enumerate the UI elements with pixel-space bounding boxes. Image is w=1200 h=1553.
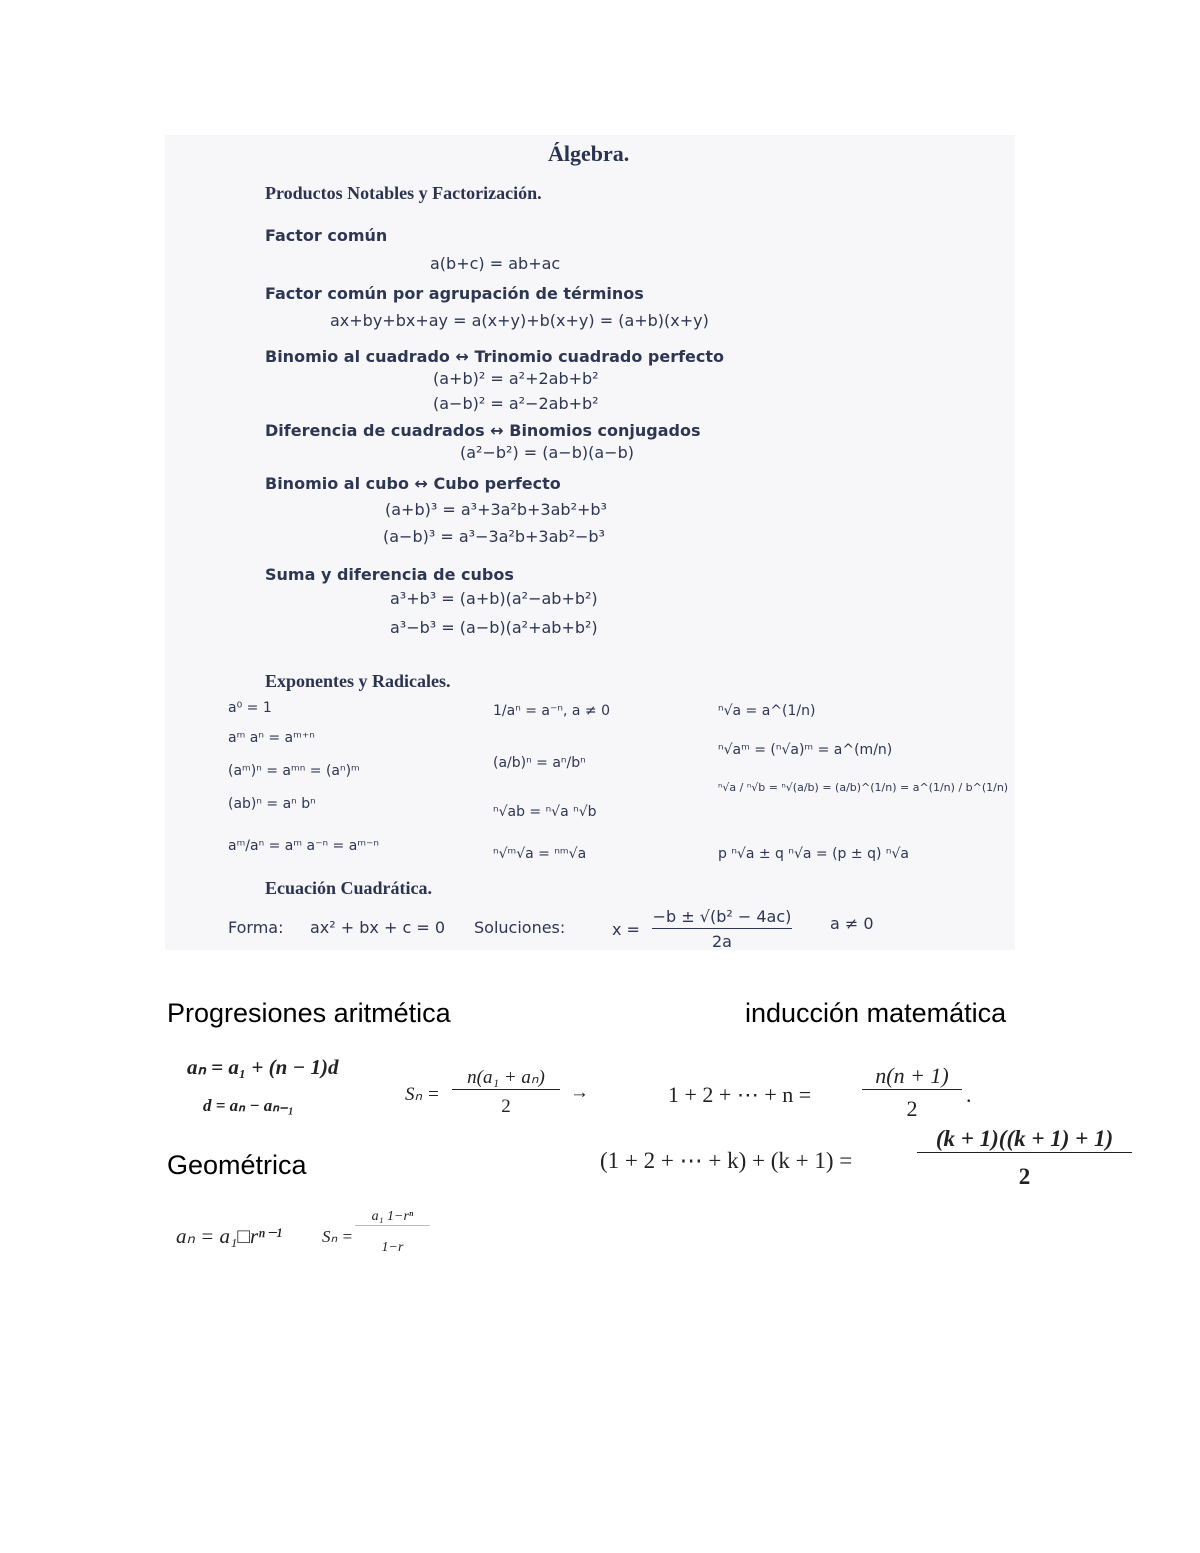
- induccion-period: .: [966, 1082, 972, 1107]
- quadratic-numerator: −b ± √(b² − 4ac): [652, 907, 792, 929]
- aritmetica-an-formula: aₙ = a₁ + (n − 1)d: [187, 1055, 339, 1079]
- aritmetica-sn-numerator: n(a₁ + aₙ): [452, 1066, 560, 1090]
- geometrica-an-formula: aₙ = a₁□rⁿ⁻¹: [176, 1224, 283, 1248]
- quadratic-denominator: 2a: [712, 932, 732, 951]
- induccion-lhs-1: 1 + 2 + ⋯ + n =: [668, 1082, 812, 1107]
- induccion-denominator-2: 2: [1018, 1164, 1031, 1189]
- exp-rule-13: p ⁿ√a ± q ⁿ√a = (p ± q) ⁿ√a: [718, 846, 909, 862]
- exp-rule-7: (a/b)ⁿ = aⁿ/bⁿ: [493, 755, 586, 771]
- exp-rule-4: (ab)ⁿ = aⁿ bⁿ: [228, 796, 316, 812]
- binomio-cuadrado-formula-1: (a+b)² = a²+2ab+b²: [433, 369, 599, 388]
- forma-formula: ax² + bx + c = 0: [310, 918, 446, 937]
- exp-rule-8: ⁿ√ab = ⁿ√a ⁿ√b: [493, 804, 597, 820]
- arrow-icon: →: [570, 1082, 589, 1103]
- diferencia-cuadrados-formula: (a²−b²) = (a−b)(a−b): [460, 443, 634, 462]
- exp-rule-5: aᵐ/aⁿ = aᵐ a⁻ⁿ = aᵐ⁻ⁿ: [228, 838, 380, 854]
- algebra-title: Álgebra.: [548, 141, 630, 166]
- binomio-cubo-formula-1: (a+b)³ = a³+3a²b+3ab²+b³: [385, 500, 607, 519]
- x-equals: x =: [612, 920, 640, 939]
- geometrica-sn-lhs: Sₙ =: [322, 1227, 353, 1246]
- exp-rule-11: ⁿ√aᵐ = (ⁿ√a)ᵐ = a^(m/n): [718, 742, 893, 758]
- agrupacion-formula: ax+by+bx+ay = a(x+y)+b(x+y) = (a+b)(x+y): [330, 311, 709, 330]
- exp-rule-12: ⁿ√a / ⁿ√b = ⁿ√(a/b) = (a/b)^(1/n) = a^(1/n) / b^(1/n): [718, 781, 1009, 794]
- productos-notables-heading: Productos Notables y Factorización.: [265, 183, 542, 203]
- exp-rule-9: ⁿ√ᵐ√a = ⁿᵐ√a: [493, 846, 587, 862]
- exp-rule-6: 1/aⁿ = a⁻ⁿ, a ≠ 0: [493, 703, 610, 719]
- binomio-cubo-formula-2: (a−b)³ = a³−3a²b+3ab²−b³: [383, 527, 605, 546]
- forma-label: Forma:: [228, 918, 284, 937]
- suma-cubos-heading: Suma y diferencia de cubos: [265, 565, 514, 584]
- induccion-numerator-1: n(n + 1): [862, 1063, 962, 1090]
- binomio-cubo-heading: Binomio al cubo ↔ Cubo perfecto: [265, 474, 561, 493]
- induccion-numerator-2: (k + 1)((k + 1) + 1): [917, 1126, 1132, 1153]
- binomio-cuadrado-heading: Binomio al cuadrado ↔ Trinomio cuadrado perfecto: [265, 347, 725, 366]
- induccion-denominator-1: 2: [906, 1096, 918, 1121]
- induccion-lhs-2: (1 + 2 + ⋯ + k) + (k + 1) =: [600, 1148, 853, 1173]
- exp-rule-10: ⁿ√a = a^(1/n): [718, 703, 816, 719]
- geometrica-title: Geométrica: [167, 1150, 307, 1180]
- binomio-cuadrado-formula-2: (a−b)² = a²−2ab+b²: [433, 394, 599, 413]
- exp-rule-1: a⁰ = 1: [228, 700, 272, 716]
- soluciones-label: Soluciones:: [474, 918, 566, 937]
- exp-rule-2: aᵐ aⁿ = aᵐ⁺ⁿ: [228, 730, 315, 746]
- aritmetica-title: Progresiones aritmética: [167, 998, 451, 1028]
- diferencia-cuadrados-heading: Diferencia de cuadrados ↔ Binomios conjugados: [265, 421, 701, 440]
- suma-cubos-formula-1: a³+b³ = (a+b)(a²−ab+b²): [390, 589, 598, 608]
- geometrica-sn-numerator: a₁ 1−rⁿ: [355, 1209, 430, 1226]
- exp-rule-3: (aᵐ)ⁿ = aᵐⁿ = (aⁿ)ᵐ: [228, 763, 360, 779]
- suma-cubos-formula-2: a³−b³ = (a−b)(a²+ab+b²): [390, 618, 598, 637]
- aritmetica-sn-denominator: 2: [501, 1096, 511, 1117]
- geometrica-sn-denominator: 1−r: [381, 1240, 404, 1255]
- exponentes-heading: Exponentes y Radicales.: [265, 671, 451, 691]
- factor-comun-heading: Factor común: [265, 226, 388, 245]
- aritmetica-sn-lhs: Sₙ =: [405, 1084, 440, 1105]
- cuadratica-heading: Ecuación Cuadrática.: [265, 878, 433, 898]
- factor-comun-formula: a(b+c) = ab+ac: [430, 254, 561, 273]
- induccion-title: inducción matemática: [745, 998, 1007, 1028]
- quadratic-condition: a ≠ 0: [830, 914, 874, 933]
- aritmetica-d-formula: d = aₙ − aₙ₋₁: [203, 1096, 294, 1115]
- agrupacion-heading: Factor común por agrupación de términos: [265, 284, 644, 303]
